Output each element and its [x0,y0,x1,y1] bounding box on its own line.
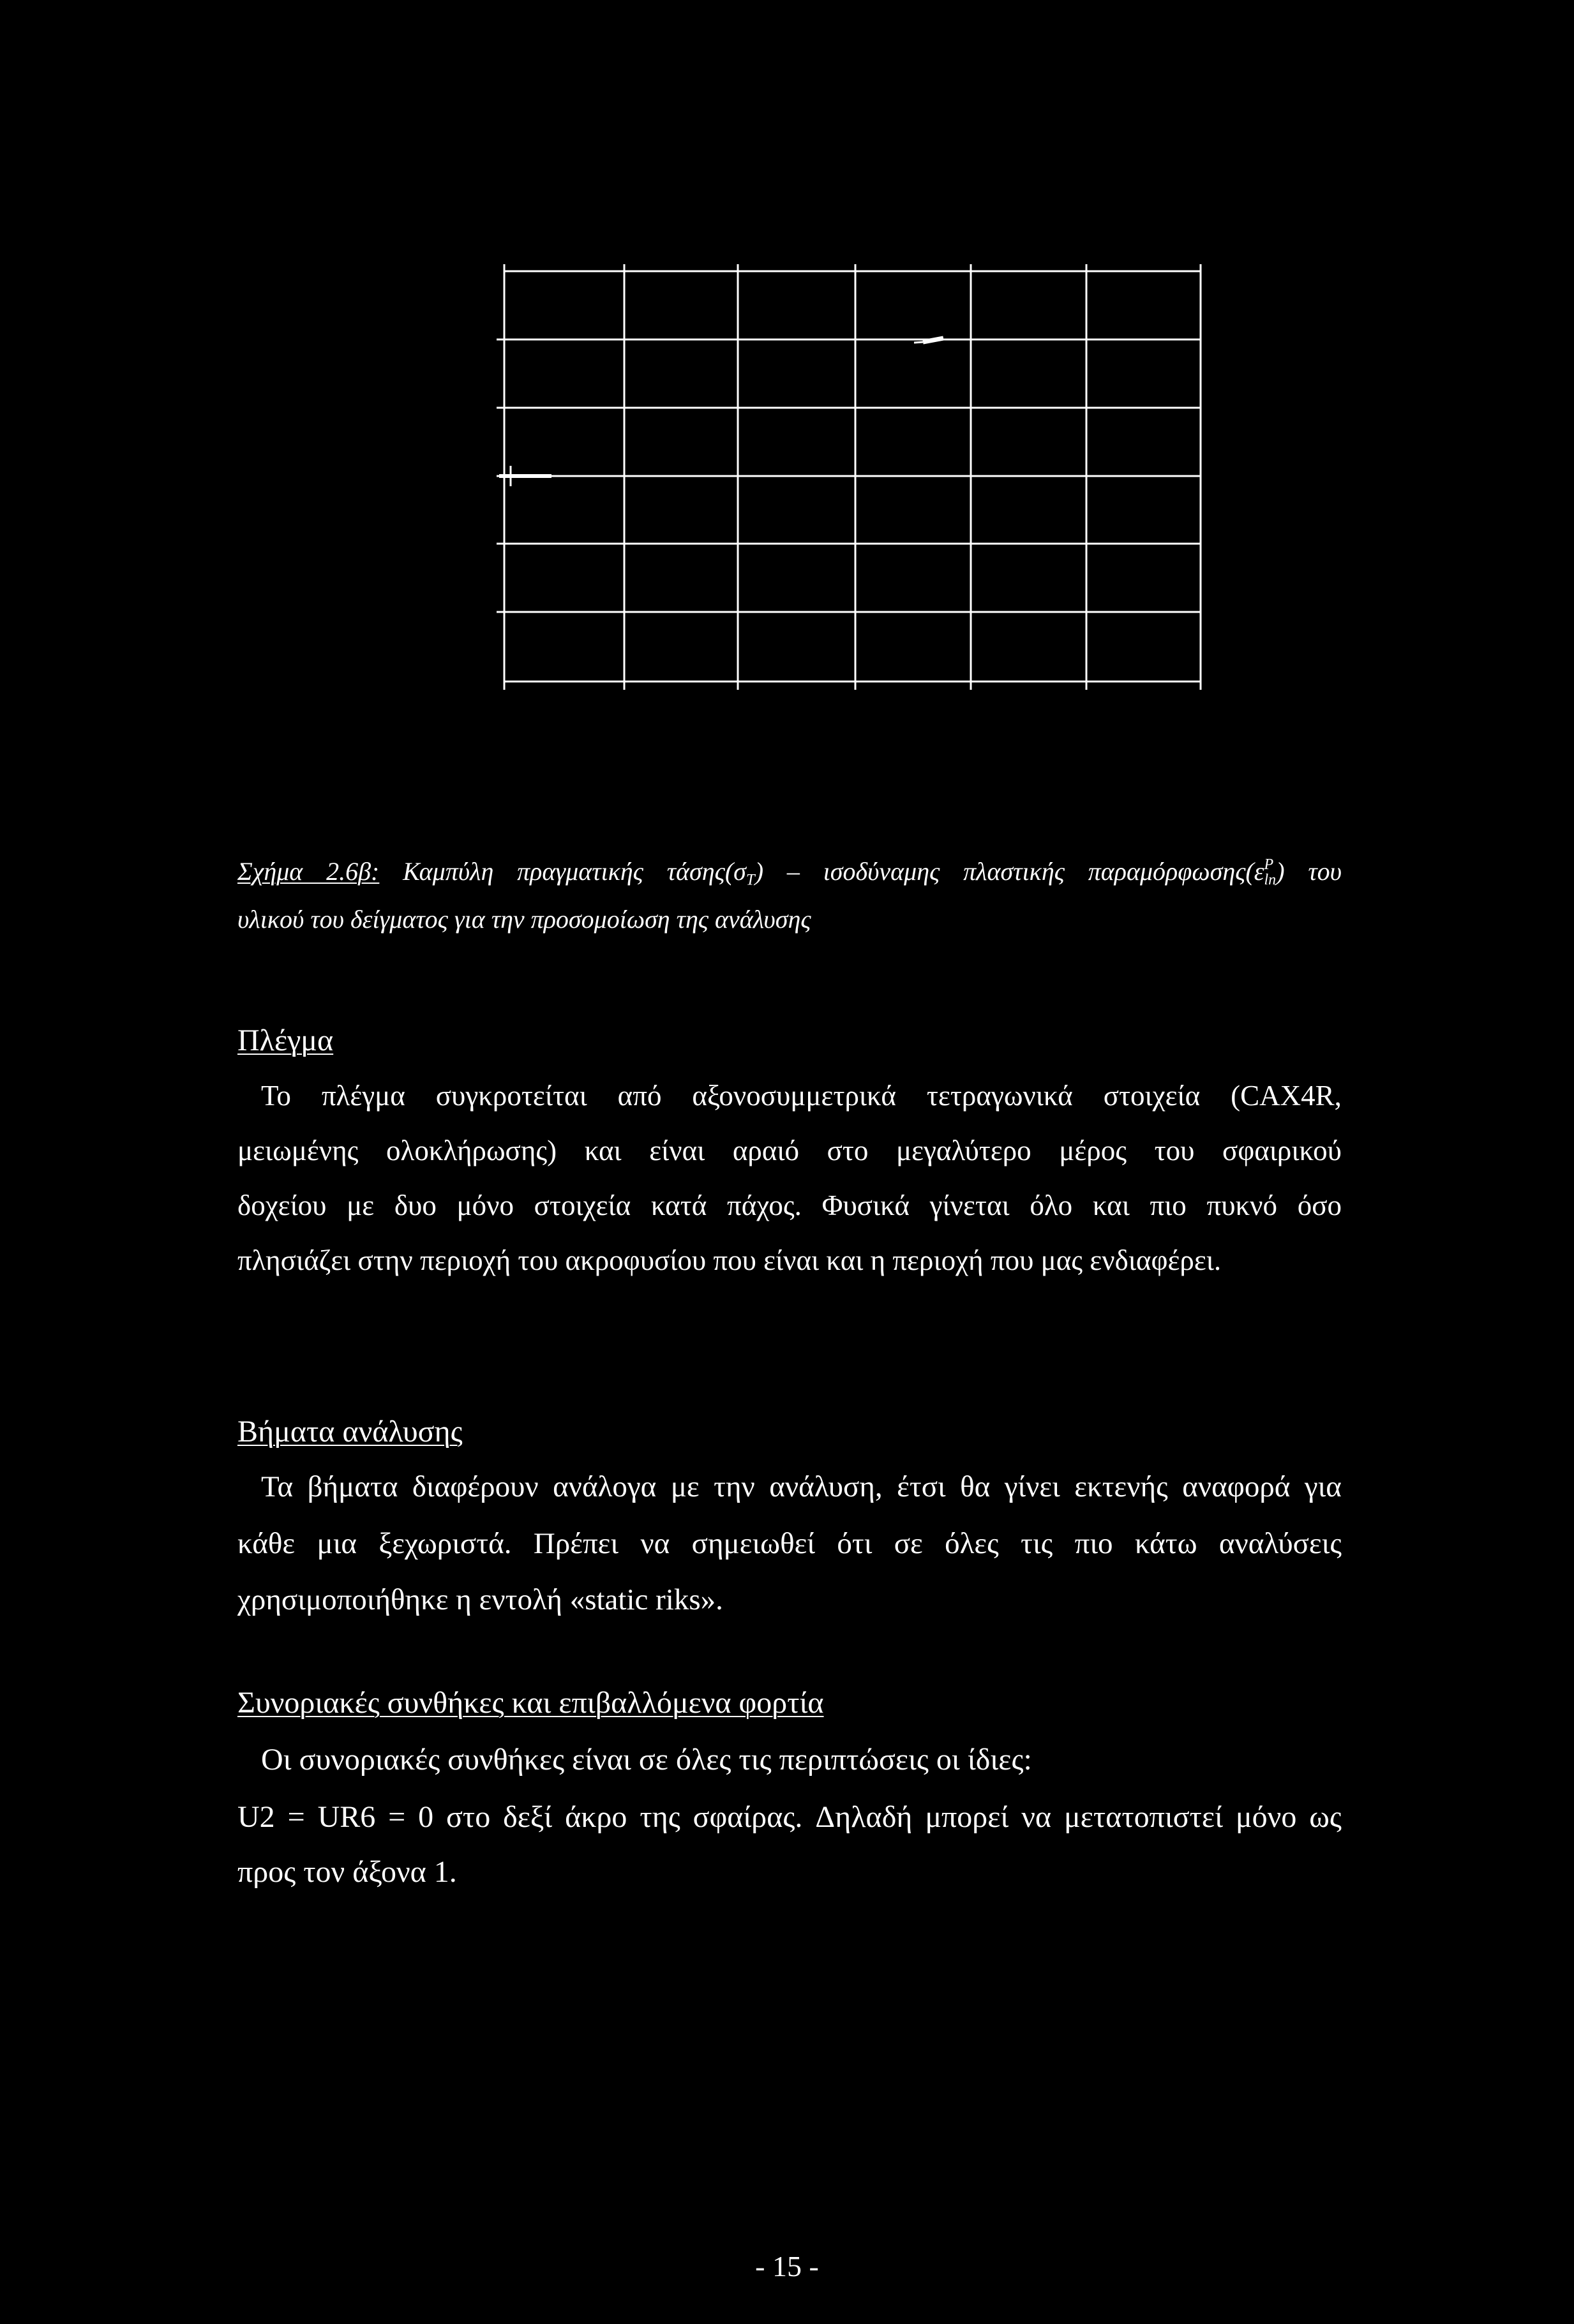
word: δοχείου [237,1189,327,1221]
word: πλέγμα [321,1080,405,1112]
word: τις [1021,1527,1053,1560]
word: δεξί [503,1800,553,1834]
word: πιο [1074,1527,1113,1560]
word: μόνο [1235,1800,1297,1834]
word: σημειωθεί [691,1527,815,1560]
word: όλο [1030,1189,1073,1221]
page-number: - 15 - [755,2250,819,2283]
section-heading: Συνοριακές συνθήκες και επιβαλλόμενα φορτία [237,1686,824,1720]
word: Πρέπει [533,1527,619,1560]
word: = [287,1800,305,1834]
sigma-subscript: T [746,871,755,889]
section-heading: Πλέγμα [237,1024,334,1057]
word: του [1154,1135,1195,1166]
epsilon-symbol: ε [1254,857,1264,886]
word: από [617,1080,662,1112]
paragraph-line [237,1797,1342,1838]
word: στο [827,1135,869,1166]
word: τετραγωνικά [926,1080,1073,1112]
word: μεγαλύτερο [896,1135,1031,1166]
word: ότι [837,1527,873,1560]
word: σφαίρας. [693,1800,803,1834]
word: κάτω [1134,1527,1197,1560]
word: 0 [418,1800,434,1834]
word: σε [894,1527,923,1560]
paragraph-line [261,1075,1342,1116]
word: Δηλαδή [815,1800,913,1834]
word: μόνο [456,1189,514,1221]
word: έτσι [897,1470,946,1503]
word: μια [317,1527,357,1560]
word: βήματα [307,1470,398,1503]
word: διαφέρουν [412,1470,539,1503]
word: Το [261,1080,291,1112]
paragraph-line: χρησιμοποιήθηκε η εντολή «static riks». [237,1583,723,1616]
word: πιο [1150,1189,1187,1221]
caption-text: ) του [1276,857,1342,886]
word: θα [960,1470,991,1503]
epsilon-superscript: P [1264,856,1274,874]
word: αξονοσυμμετρικά [692,1080,896,1112]
word: και [1092,1189,1130,1221]
word: πάχος. [727,1189,802,1221]
word: Τα [261,1470,294,1503]
word: σφαιρικού [1222,1135,1342,1166]
word: μετατοπιστεί [1063,1800,1223,1834]
word: όλες [945,1527,999,1560]
word: είναι [649,1135,705,1166]
true-stress-symbol [733,857,755,889]
word: με [347,1189,375,1221]
word: ολοκλήρωσης) [386,1135,557,1166]
paragraph-line [237,1185,1342,1226]
word: κάθε [237,1527,296,1560]
word: στοιχεία [534,1189,631,1221]
word: ξεχωριστά. [379,1527,512,1560]
paragraph-line: Οι συνοριακές συνθήκες είναι σε όλες τις περιπτώσεις οι ίδιες: [261,1743,1032,1777]
plastic-strain-symbol [1254,856,1277,889]
word: για [1304,1470,1342,1503]
word: ανάλυση, [769,1470,883,1503]
word: ως [1309,1800,1342,1834]
sigma-symbol: σ [733,857,746,886]
word: μειωμένης [237,1135,359,1166]
word: συγκροτείται [435,1080,587,1112]
grid-horizontal-lines [504,271,1201,682]
word: μέρος [1059,1135,1127,1166]
figure-label: Σχήμα 2.6β: [237,857,380,886]
word: αναλύσεις [1218,1527,1342,1560]
figure-grid [485,255,1219,702]
paragraph-line [237,1523,1342,1564]
word: πυκνό [1206,1189,1278,1221]
word: Φυσικά [821,1189,910,1221]
word: άκρο [565,1800,627,1834]
word: με [670,1470,700,1503]
epsilon-subscript: ln [1264,872,1277,889]
word: εκτενής [1074,1470,1168,1503]
word: στο [446,1800,491,1834]
word: ανάλογα [553,1470,657,1503]
word: να [1021,1800,1052,1834]
word: αναφορά [1182,1470,1291,1503]
paragraph-line: πλησιάζει στην περιοχή του ακροφυσίου που είναι και η περιοχή που μας ενδιαφέρει. [237,1244,1222,1276]
word: στοιχεία [1103,1080,1201,1112]
section-heading: Βήματα ανάλυσης [237,1415,463,1449]
word: δυο [394,1189,437,1221]
word: γίνει [1004,1470,1060,1503]
word: κατά [650,1189,707,1221]
word: γίνεται [929,1189,1010,1221]
word: και [584,1135,622,1166]
caption-text: ) – ισοδύναμης πλαστικής παραμόρφωσης( [754,857,1254,886]
paragraph-line [237,1130,1342,1171]
epsilon-indices [1264,857,1277,888]
curve-fragment [914,342,923,343]
paragraph-line: προς τον άξονα 1. [237,1855,457,1889]
word: να [640,1527,670,1560]
word: την [714,1470,755,1503]
figure-caption-line-2: υλικού του δείγματος για την προσομοίωση της ανάλυσης [237,905,811,934]
figure-caption-line-1 [237,851,1342,892]
word: μπορεί [925,1800,1009,1834]
word: UR6 [317,1800,376,1834]
word: αραιό [732,1135,800,1166]
word: U2 [237,1800,275,1834]
word: της [640,1800,680,1834]
word: όσο [1297,1189,1342,1221]
caption-text: Καμπύλη πραγματικής τάσης( [403,857,734,886]
curve-fragments [499,338,943,486]
word: = [388,1800,406,1834]
word: (CAX4R, [1231,1080,1342,1112]
paragraph-line [261,1466,1342,1507]
